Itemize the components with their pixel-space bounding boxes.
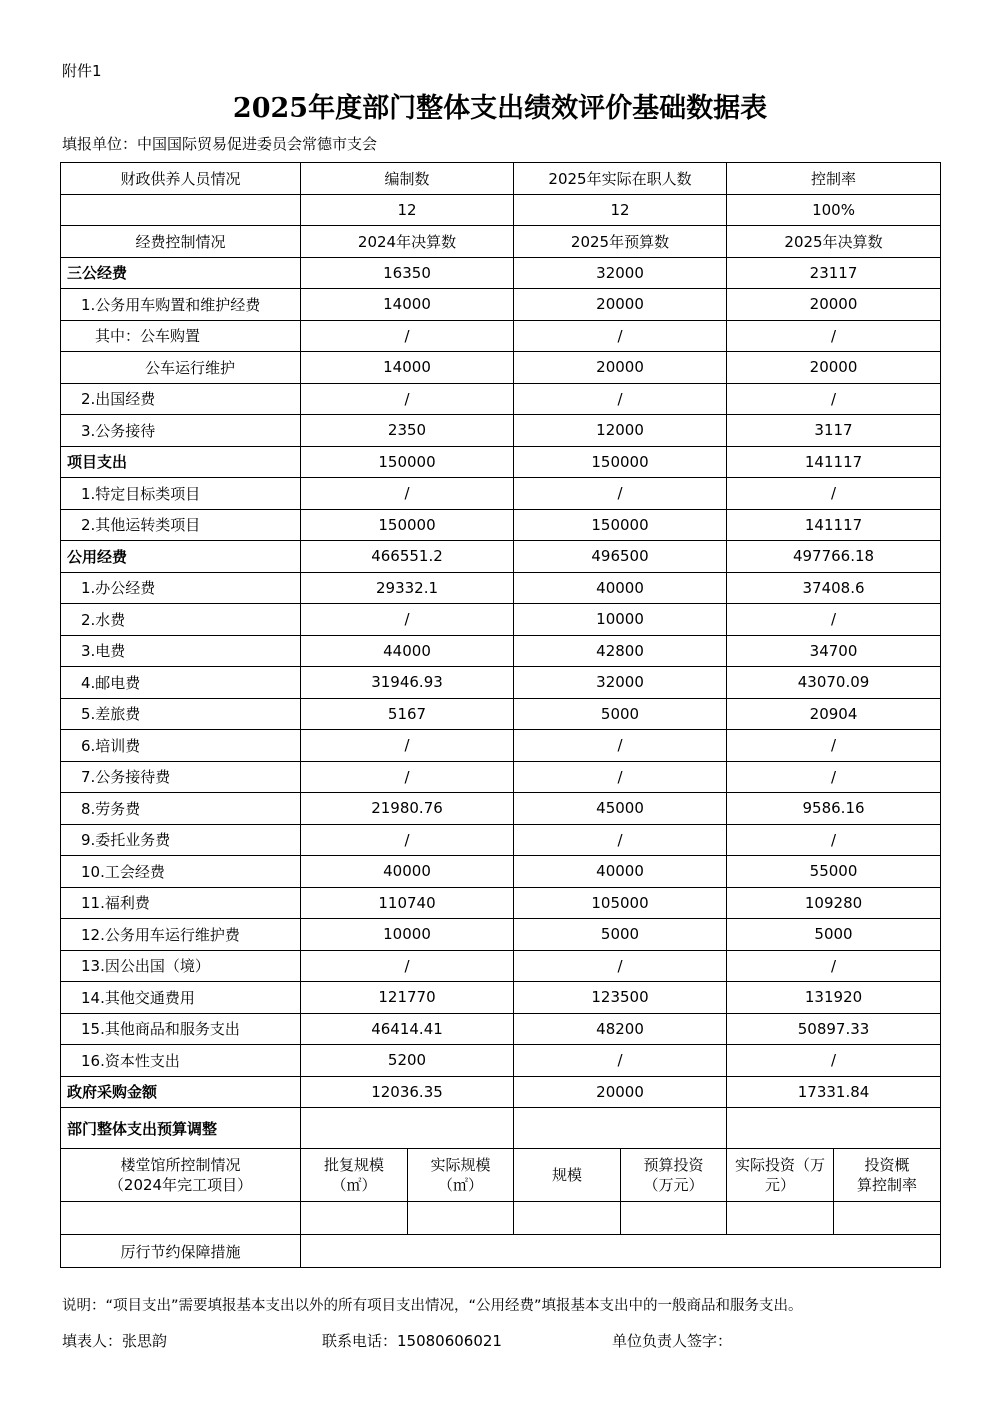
row-label: 其中：公车购置	[61, 320, 301, 352]
investment-control-rate-text2: 算控制率	[857, 1176, 918, 1194]
table-row	[61, 478, 941, 510]
row-label: 12.公务用车运行维护费	[61, 919, 301, 951]
actual-scale-text: 实际规模	[430, 1156, 491, 1174]
cell-2024-final: 12036.35	[301, 1076, 514, 1108]
cell-2024-final: 29332.1	[301, 572, 514, 604]
budget-adjust-cell	[301, 1108, 514, 1149]
cell-2025-final: 50897.33	[727, 1013, 941, 1045]
staff-header-row	[61, 163, 941, 195]
cell-2024-final: /	[301, 320, 514, 352]
cell-2025-budget: 20000	[514, 289, 727, 321]
thrift-cell	[301, 1235, 941, 1268]
cell-2024-final: /	[301, 761, 514, 793]
performance-data-table	[60, 162, 941, 1268]
cell-2024-final: 150000	[301, 446, 514, 478]
cell-2025-budget: /	[514, 383, 727, 415]
row-label: 政府采购金额	[61, 1076, 301, 1108]
cell-2024-final: 14000	[301, 352, 514, 384]
cell-2025-budget: 45000	[514, 793, 727, 825]
staff-value-quota: 12	[301, 194, 514, 226]
cell-2025-final: 131920	[727, 982, 941, 1014]
funds-header-row	[61, 226, 941, 258]
reporting-unit: 填报单位：中国国际贸易促进委员会常德市支会	[62, 135, 378, 153]
cell-2024-final: 150000	[301, 509, 514, 541]
table-row	[61, 635, 941, 667]
cell-2025-final: /	[727, 383, 941, 415]
row-label: 公用经费	[61, 541, 301, 573]
table-row	[61, 1045, 941, 1077]
attachment-label: 附件1	[62, 62, 102, 80]
cell-2025-budget: 42800	[514, 635, 727, 667]
row-label: 9.委托业务费	[61, 824, 301, 856]
cell-2025-budget: 5000	[514, 919, 727, 951]
cell-2025-final: 43070.09	[727, 667, 941, 699]
cell-2025-final: 5000	[727, 919, 941, 951]
row-label: 1.办公经费	[61, 572, 301, 604]
cell-2025-budget: 12000	[514, 415, 727, 447]
cell-2025-budget: 48200	[514, 1013, 727, 1045]
table-row	[61, 604, 941, 636]
table-row	[61, 257, 941, 289]
row-label: 11.福利费	[61, 887, 301, 919]
cell-2024-final: 2350	[301, 415, 514, 447]
row-label: 8.劳务费	[61, 793, 301, 825]
table-row	[61, 320, 941, 352]
signature-label: 单位负责人签字：	[612, 1332, 733, 1350]
cell-2025-budget: 32000	[514, 257, 727, 289]
table-row	[61, 352, 941, 384]
row-label: 1.特定目标类项目	[61, 478, 301, 510]
cell-2024-final: 21980.76	[301, 793, 514, 825]
cell-2024-final: /	[301, 950, 514, 982]
cell-2024-final: 40000	[301, 856, 514, 888]
cell-2025-final: 109280	[727, 887, 941, 919]
buildings-label-line2: （2024年完工项目）	[108, 1176, 253, 1194]
table-row	[61, 887, 941, 919]
cell-2025-final: 3117	[727, 415, 941, 447]
cell-2025-budget: 5000	[514, 698, 727, 730]
cell-2025-final: 20000	[727, 289, 941, 321]
buildings-header-row	[61, 1149, 941, 1202]
cell-2025-budget: /	[514, 1045, 727, 1077]
approved-scale-text: 批复规模	[323, 1156, 384, 1174]
actual-investment-unit: 元）	[765, 1176, 796, 1194]
row-label: 三公经费	[61, 257, 301, 289]
cell-2025-final: /	[727, 730, 941, 762]
cell-2024-final: 5167	[301, 698, 514, 730]
buildings-label	[61, 1149, 301, 1202]
cell-2025-budget: 40000	[514, 856, 727, 888]
cell-2025-final: 23117	[727, 257, 941, 289]
footnote: 说明：“项目支出”需要填报基本支出以外的所有项目支出情况，“公用经费”填报基本支出中的一般商品和服务支出。	[62, 1298, 803, 1314]
cell-2025-budget: /	[514, 761, 727, 793]
contact-phone: 联系电话：15080606021	[322, 1332, 502, 1350]
cell-2024-final: 14000	[301, 289, 514, 321]
buildings-label-line1: 楼堂馆所控制情况	[120, 1156, 241, 1174]
approved-scale-header	[301, 1149, 408, 1202]
table-row	[61, 383, 941, 415]
page-title: 2025年度部门整体支出绩效评价基础数据表	[232, 93, 768, 124]
row-label: 15.其他商品和服务支出	[61, 1013, 301, 1045]
cell-2025-final: /	[727, 950, 941, 982]
staff-header-quota: 编制数	[301, 163, 514, 195]
cell-2024-final: 466551.2	[301, 541, 514, 573]
staff-value-rate: 100%	[727, 194, 941, 226]
cell-2024-final: 46414.41	[301, 1013, 514, 1045]
staff-value-actual: 12	[514, 194, 727, 226]
table-row	[61, 698, 941, 730]
cell-2025-budget: 10000	[514, 604, 727, 636]
cell-2024-final: 31946.93	[301, 667, 514, 699]
empty-cell	[61, 1202, 301, 1235]
cell-2025-final: 37408.6	[727, 572, 941, 604]
row-label: 5.差旅费	[61, 698, 301, 730]
table-row	[61, 1076, 941, 1108]
investment-control-rate-text1: 投资概	[864, 1156, 910, 1174]
empty-cell	[514, 1202, 621, 1235]
funds-header-label: 经费控制情况	[61, 226, 301, 258]
empty-cell	[408, 1202, 514, 1235]
row-label: 2.水费	[61, 604, 301, 636]
cell-2024-final: 5200	[301, 1045, 514, 1077]
table-row	[61, 509, 941, 541]
staff-header-label: 财政供养人员情况	[61, 163, 301, 195]
cell-2024-final: /	[301, 824, 514, 856]
row-label: 公车运行维护	[61, 352, 301, 384]
table-row	[61, 856, 941, 888]
table-row	[61, 919, 941, 951]
cell-2025-final: 55000	[727, 856, 941, 888]
row-label: 项目支出	[61, 446, 301, 478]
budget-investment-unit: （万元）	[643, 1176, 704, 1194]
cell-2025-final: 20904	[727, 698, 941, 730]
table-row	[61, 950, 941, 982]
cell-2025-budget: /	[514, 730, 727, 762]
row-label: 1.公务用车购置和维护经费	[61, 289, 301, 321]
cell-2025-final: /	[727, 478, 941, 510]
funds-header-2025-budget: 2025年预算数	[514, 226, 727, 258]
cell-2025-final: 17331.84	[727, 1076, 941, 1108]
budget-investment-text: 预算投资	[643, 1156, 704, 1174]
cell-2025-budget: 105000	[514, 887, 727, 919]
empty-cell	[621, 1202, 727, 1235]
cell-2025-budget: 20000	[514, 352, 727, 384]
table-row	[61, 730, 941, 762]
cell-2025-final: /	[727, 320, 941, 352]
cell-2025-budget: 32000	[514, 667, 727, 699]
cell-2025-final: /	[727, 604, 941, 636]
row-label: 14.其他交通费用	[61, 982, 301, 1014]
actual-scale-header	[408, 1149, 514, 1202]
table-row	[61, 667, 941, 699]
row-label: 13.因公出国（境）	[61, 950, 301, 982]
cell-2025-final: 141117	[727, 509, 941, 541]
cell-2025-final: 34700	[727, 635, 941, 667]
cell-2024-final: /	[301, 478, 514, 510]
row-label: 16.资本性支出	[61, 1045, 301, 1077]
budget-adjust-row	[61, 1108, 941, 1149]
actual-investment-header	[727, 1149, 834, 1202]
table-row	[61, 761, 941, 793]
row-label: 3.公务接待	[61, 415, 301, 447]
cell-2024-final: 44000	[301, 635, 514, 667]
cell-2024-final: 121770	[301, 982, 514, 1014]
cell-2025-budget: 496500	[514, 541, 727, 573]
empty-cell	[727, 1202, 834, 1235]
cell-2024-final: /	[301, 383, 514, 415]
budget-adjust-cell	[727, 1108, 941, 1149]
thrift-row	[61, 1235, 941, 1268]
table-row	[61, 289, 941, 321]
table-row	[61, 1013, 941, 1045]
cell-2024-final: 110740	[301, 887, 514, 919]
row-label: 7.公务接待费	[61, 761, 301, 793]
staff-value-row	[61, 194, 941, 226]
approved-scale-unit: （㎡）	[331, 1176, 377, 1194]
table-row	[61, 824, 941, 856]
cell-2025-final: 9586.16	[727, 793, 941, 825]
cell-2025-budget: 150000	[514, 446, 727, 478]
row-label: 10.工会经费	[61, 856, 301, 888]
table-row	[61, 446, 941, 478]
cell-2024-final: /	[301, 604, 514, 636]
actual-investment-text: 实际投资（万	[735, 1156, 826, 1174]
table-row	[61, 793, 941, 825]
cell-2025-final: /	[727, 1045, 941, 1077]
funds-header-2025-final: 2025年决算数	[727, 226, 941, 258]
cell-2025-final: 20000	[727, 352, 941, 384]
buildings-value-row	[61, 1202, 941, 1235]
cell-2025-budget: /	[514, 320, 727, 352]
table-row	[61, 982, 941, 1014]
staff-header-rate: 控制率	[727, 163, 941, 195]
table-row	[61, 572, 941, 604]
budget-investment-header	[621, 1149, 727, 1202]
budget-adjust-cell	[514, 1108, 727, 1149]
table-row	[61, 541, 941, 573]
cell-2025-final: 497766.18	[727, 541, 941, 573]
row-label: 4.邮电费	[61, 667, 301, 699]
cell-2025-budget: /	[514, 478, 727, 510]
empty-cell	[834, 1202, 941, 1235]
cell-2025-budget: /	[514, 950, 727, 982]
actual-scale-unit: （㎡）	[438, 1176, 484, 1194]
budget-adjust-label: 部门整体支出预算调整	[61, 1108, 301, 1149]
cell-2025-final: 141117	[727, 446, 941, 478]
row-label: 3.电费	[61, 635, 301, 667]
cell-2024-final: 16350	[301, 257, 514, 289]
table-row	[61, 415, 941, 447]
cell-2025-budget: 40000	[514, 572, 727, 604]
row-label: 2.出国经费	[61, 383, 301, 415]
cell-2025-budget: 150000	[514, 509, 727, 541]
scale-header: 规模	[514, 1149, 621, 1202]
cell-2025-final: /	[727, 824, 941, 856]
cell-2025-final: /	[727, 761, 941, 793]
staff-value-label	[61, 194, 301, 226]
staff-header-actual: 2025年实际在职人数	[514, 163, 727, 195]
row-label: 6.培训费	[61, 730, 301, 762]
funds-header-2024-final: 2024年决算数	[301, 226, 514, 258]
cell-2024-final: 10000	[301, 919, 514, 951]
filler-name: 填表人：张思韵	[62, 1332, 168, 1350]
empty-cell	[301, 1202, 408, 1235]
cell-2024-final: /	[301, 730, 514, 762]
thrift-label: 厉行节约保障措施	[61, 1235, 301, 1268]
row-label: 2.其他运转类项目	[61, 509, 301, 541]
cell-2025-budget: /	[514, 824, 727, 856]
investment-control-rate-header	[834, 1149, 941, 1202]
cell-2025-budget: 123500	[514, 982, 727, 1014]
cell-2025-budget: 20000	[514, 1076, 727, 1108]
